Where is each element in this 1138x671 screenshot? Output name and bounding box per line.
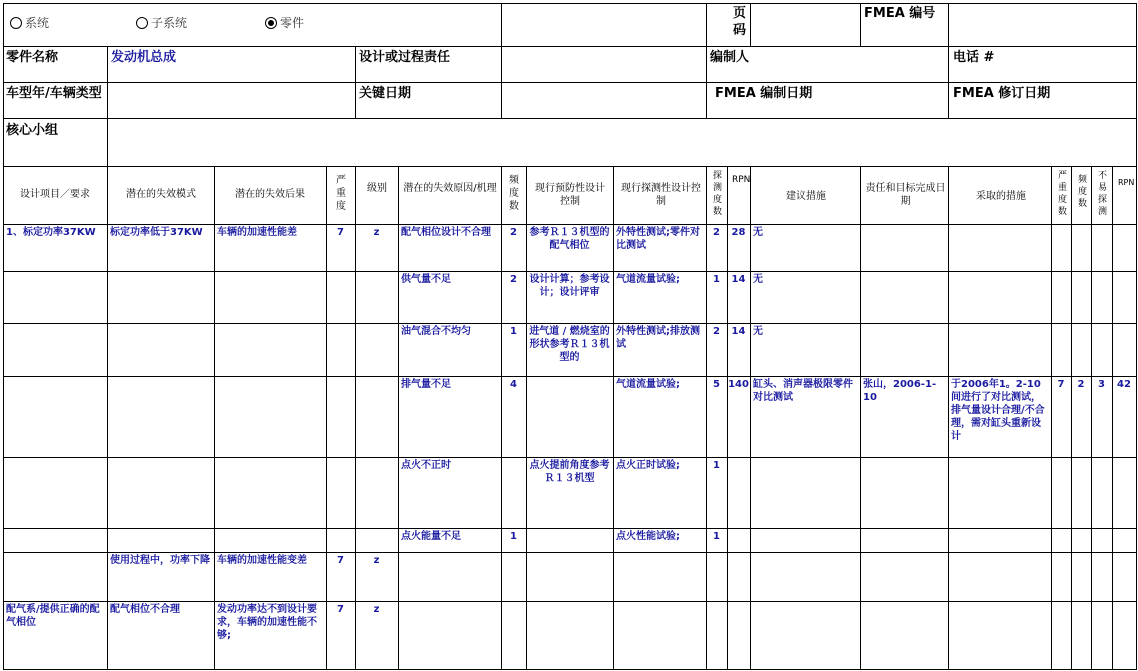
cell-no <box>1071 457 1091 528</box>
col-cause: 潜在的失效原因/机理 <box>403 183 497 194</box>
cell-item <box>3 457 107 528</box>
cell-no <box>1071 271 1091 323</box>
page-label: 页码 <box>733 6 747 38</box>
cell-no <box>1071 552 1091 601</box>
cell-nd <box>1091 224 1112 271</box>
cell-cls <box>355 528 398 552</box>
cell-effect <box>214 376 326 457</box>
cell-action: 无 <box>753 227 763 238</box>
h-line <box>3 271 1136 272</box>
h-line <box>3 669 1136 670</box>
col-occurrence: 频度数 <box>509 175 519 212</box>
cell-sev <box>326 376 355 457</box>
cell-prev: 参考Ｒ１３机型的配气相位 <box>529 227 610 251</box>
cell-nd <box>1091 552 1112 601</box>
col-new-severity: 严重度数 <box>1057 171 1067 217</box>
cell-sev <box>326 528 355 552</box>
v-line <box>1112 166 1113 669</box>
h-line <box>3 323 1136 324</box>
cell-taken <box>948 552 1051 601</box>
cell-action <box>750 528 860 552</box>
col-action: 建议措施 <box>786 191 826 202</box>
cell-prev: 设计计算；参考设计；设计评审 <box>529 274 610 298</box>
cell-mode <box>107 528 214 552</box>
v-line <box>501 3 502 118</box>
v-line <box>860 166 861 669</box>
cell-effect: 发动功率达不到设计要求，车辆的加速性能不够; <box>217 604 317 641</box>
radio-checked-icon <box>265 17 277 29</box>
cell-prev: 进气道 / 燃烧室的形状参考Ｒ１３机型的 <box>529 326 610 363</box>
cell-occ <box>501 601 526 669</box>
radio-label-part: 零件 <box>280 16 305 30</box>
h-line <box>3 457 1136 458</box>
cell-item <box>3 552 107 601</box>
cell-mode <box>107 271 214 323</box>
cell-item: 1、标定功率37KW <box>6 227 96 238</box>
radio-label-system: 系统 <box>25 16 50 30</box>
cell-rpn: 14 <box>731 274 746 285</box>
cell-det: 2 <box>713 227 720 238</box>
cell-sev <box>326 271 355 323</box>
cell-det_ctrl: 点火性能试验; <box>616 531 680 542</box>
cell-ns <box>1051 271 1071 323</box>
v-line <box>1071 166 1072 669</box>
cell-sev: 7 <box>337 555 344 566</box>
v-line <box>613 166 614 669</box>
cell-taken <box>948 528 1051 552</box>
cell-resp <box>860 528 948 552</box>
h-line <box>3 82 1136 83</box>
v-line <box>214 166 215 669</box>
cell-no <box>1071 528 1091 552</box>
cell-cause: 油气混合不均匀 <box>401 326 471 337</box>
cell-prev <box>526 376 613 457</box>
col-new-detection: 不易探测 <box>1097 171 1107 217</box>
cell-nr <box>1112 323 1136 376</box>
v-line <box>727 166 728 669</box>
v-line <box>860 3 861 46</box>
cell-rpn <box>727 457 750 528</box>
cell-occ: 2 <box>510 274 517 285</box>
col-new-occurrence: 频度数 <box>1077 175 1087 209</box>
h-line <box>3 528 1136 529</box>
cell-cause <box>398 552 501 601</box>
cell-sev <box>326 457 355 528</box>
cell-resp: 张山，2006-1-10 <box>863 379 937 403</box>
v-line <box>706 3 707 118</box>
h-line <box>3 3 1136 4</box>
col-responsibility: 责任和目标完成日期 <box>865 183 946 207</box>
v-line <box>526 166 527 669</box>
cell-det_ctrl: 外特性测试;排放测试 <box>616 326 700 350</box>
key-date-label: 关键日期 <box>359 86 412 101</box>
cell-ns <box>1051 528 1071 552</box>
cell-det: 1 <box>713 460 720 471</box>
cell-cause: 供气量不足 <box>401 274 451 285</box>
cell-prev <box>526 552 613 601</box>
fmea-date-label: FMEA 编制日期 <box>715 86 813 101</box>
v-line <box>107 166 108 669</box>
cell-cls <box>355 376 398 457</box>
cell-effect <box>214 528 326 552</box>
radio-part[interactable] <box>265 15 304 31</box>
cell-occ <box>501 552 526 601</box>
part-name-value: 发动机总成 <box>111 50 177 65</box>
col-class: 级别 <box>367 183 387 194</box>
col-detection: 探测度数 <box>712 171 722 217</box>
cell-ns <box>1051 224 1071 271</box>
radio-system[interactable] <box>10 15 49 31</box>
cell-prev <box>526 601 613 669</box>
v-line <box>501 166 502 669</box>
cell-taken: 于2006年1。2-10间进行了对比测试，排气量设计合理/不合理，需对缸头重新设计 <box>951 379 1045 442</box>
cell-sev <box>326 323 355 376</box>
cell-mode: 配气相位不合理 <box>110 604 180 615</box>
col-failure-mode: 潜在的失效模式 <box>126 189 196 200</box>
cell-item <box>3 271 107 323</box>
cell-cls: z <box>373 227 380 238</box>
cell-item <box>3 376 107 457</box>
cell-nd <box>1091 271 1112 323</box>
v-line <box>107 46 108 166</box>
v-line <box>1051 166 1052 669</box>
cell-prev <box>526 528 613 552</box>
cell-taken <box>948 224 1051 271</box>
cell-occ: 1 <box>510 326 517 337</box>
cell-ns <box>1051 323 1071 376</box>
h-line <box>3 601 1136 602</box>
cell-nd <box>1091 323 1112 376</box>
col-prevention: 现行预防性设计控制 <box>535 183 605 207</box>
cell-taken <box>948 271 1051 323</box>
cell-det: 1 <box>713 274 720 285</box>
cell-det_ctrl <box>613 601 706 669</box>
prepared-by-label: 编制人 <box>710 50 750 65</box>
v-line <box>750 166 751 669</box>
radio-circle-icon <box>10 17 22 29</box>
cell-rpn <box>727 528 750 552</box>
cell-nr <box>1112 601 1136 669</box>
cell-no: 2 <box>1077 379 1085 390</box>
cell-nr <box>1112 224 1136 271</box>
cell-nr <box>1112 528 1136 552</box>
h-line <box>3 552 1136 553</box>
cell-cls: z <box>373 555 380 566</box>
col-item: 设计项目／要求 <box>20 189 90 200</box>
col-effect: 潜在的失效后果 <box>235 189 305 200</box>
cell-det: 5 <box>713 379 720 390</box>
cell-nd <box>1091 601 1112 669</box>
fmea-rev-label: FMEA 修订日期 <box>953 86 1051 101</box>
cell-rpn <box>727 601 750 669</box>
fmea-no-label: FMEA 编号 <box>864 6 936 21</box>
cell-resp <box>860 552 948 601</box>
cell-action <box>750 457 860 528</box>
cell-mode: 标定功率低于37KW <box>110 227 203 238</box>
cell-prev: 点火提前角度参考Ｒ１３机型 <box>529 460 610 484</box>
radio-circle-icon <box>136 17 148 29</box>
cell-no <box>1071 323 1091 376</box>
cell-det: 2 <box>713 326 720 337</box>
col-taken: 采取的措施 <box>976 191 1026 202</box>
cell-rpn: 28 <box>731 227 746 238</box>
v-line <box>355 166 356 669</box>
h-line <box>3 46 1136 47</box>
cell-sev: 7 <box>337 604 344 615</box>
v-line <box>750 3 751 46</box>
v-line <box>948 3 949 118</box>
cell-rpn <box>727 552 750 601</box>
cell-taken <box>948 323 1051 376</box>
cell-det: 1 <box>713 531 720 542</box>
cell-cls <box>355 271 398 323</box>
cell-resp <box>860 224 948 271</box>
cell-ns: 7 <box>1057 379 1065 390</box>
cell-occ <box>501 457 526 528</box>
col-new-rpn: RPN <box>1118 178 1135 187</box>
cell-det_ctrl: 外特性测试;零件对比测试 <box>616 227 700 251</box>
v-line <box>706 166 707 669</box>
cell-cause <box>398 601 501 669</box>
cell-nr <box>1112 552 1136 601</box>
v-line <box>1136 3 1137 670</box>
cell-item <box>3 528 107 552</box>
cell-item <box>3 323 107 376</box>
cell-rpn: 140 <box>728 379 749 390</box>
v-line <box>398 166 399 669</box>
cell-action: 无 <box>753 326 763 337</box>
cell-taken <box>948 457 1051 528</box>
cell-taken <box>948 601 1051 669</box>
h-line <box>3 166 1136 167</box>
cell-mode: 使用过程中，功率下降 <box>110 555 210 566</box>
cell-item: 配气系/提供正确的配气相位 <box>6 604 100 628</box>
cell-det_ctrl <box>613 552 706 601</box>
v-line <box>1091 166 1092 669</box>
cell-effect <box>214 323 326 376</box>
cell-sev: 7 <box>337 227 344 238</box>
cell-mode <box>107 376 214 457</box>
cell-nd: 3 <box>1098 379 1105 390</box>
design-resp-label: 设计或过程责任 <box>359 50 451 65</box>
cell-ns <box>1051 552 1071 601</box>
cell-mode <box>107 323 214 376</box>
cell-ns <box>1051 457 1071 528</box>
cell-effect: 车辆的加速性能变差 <box>217 555 307 566</box>
cell-rpn: 14 <box>731 326 746 337</box>
cell-cls <box>355 457 398 528</box>
cell-resp <box>860 601 948 669</box>
cell-action: 无 <box>753 274 763 285</box>
col-detection-ctrl: 现行探测性设计控制 <box>621 183 701 207</box>
cell-cause: 配气相位设计不合理 <box>401 227 491 238</box>
cell-resp <box>860 457 948 528</box>
cell-resp <box>860 323 948 376</box>
v-line <box>355 46 356 118</box>
cell-mode <box>107 457 214 528</box>
cell-nd <box>1091 528 1112 552</box>
v-line <box>326 166 327 669</box>
cell-resp <box>860 271 948 323</box>
cell-ns <box>1051 601 1071 669</box>
core-team-label: 核心小组 <box>6 123 59 138</box>
cell-nr: 42 <box>1117 379 1131 390</box>
cell-effect <box>214 457 326 528</box>
col-severity: 严重度 <box>336 175 346 212</box>
cell-det_ctrl: 气道流量试验; <box>616 379 680 390</box>
cell-effect <box>214 271 326 323</box>
phone-label: 电话 # <box>953 50 995 65</box>
v-line <box>3 3 4 670</box>
cell-action: 缸头、消声器极限零件对比测试 <box>753 379 853 403</box>
cell-cls <box>355 323 398 376</box>
part-name-label: 零件名称 <box>6 50 59 65</box>
cell-det <box>706 601 727 669</box>
h-line <box>3 224 1136 225</box>
cell-nd <box>1091 457 1112 528</box>
cell-nr <box>1112 271 1136 323</box>
cell-cause: 点火能量不足 <box>401 531 461 542</box>
radio-label-subsystem: 子系统 <box>151 16 188 30</box>
v-line <box>948 166 949 669</box>
cell-det_ctrl: 点火正时试验; <box>616 460 680 471</box>
cell-nr <box>1112 457 1136 528</box>
cell-action <box>750 601 860 669</box>
cell-cls: z <box>373 604 380 615</box>
col-rpn: RPN <box>732 175 751 185</box>
cell-det_ctrl: 气道流量试验; <box>616 274 680 285</box>
cell-occ: 1 <box>510 531 517 542</box>
h-line <box>3 118 1136 119</box>
cell-occ: 2 <box>510 227 517 238</box>
cell-effect: 车辆的加速性能差 <box>217 227 297 238</box>
cell-cause: 排气量不足 <box>401 379 451 390</box>
cell-no <box>1071 601 1091 669</box>
cell-action <box>750 552 860 601</box>
cell-occ: 4 <box>510 379 517 390</box>
cell-det <box>706 552 727 601</box>
cell-cause: 点火不正时 <box>401 460 451 471</box>
model-year-label: 车型年/车辆类型 <box>6 86 102 101</box>
cell-no <box>1071 224 1091 271</box>
h-line <box>3 376 1136 377</box>
radio-subsystem[interactable] <box>136 15 187 31</box>
